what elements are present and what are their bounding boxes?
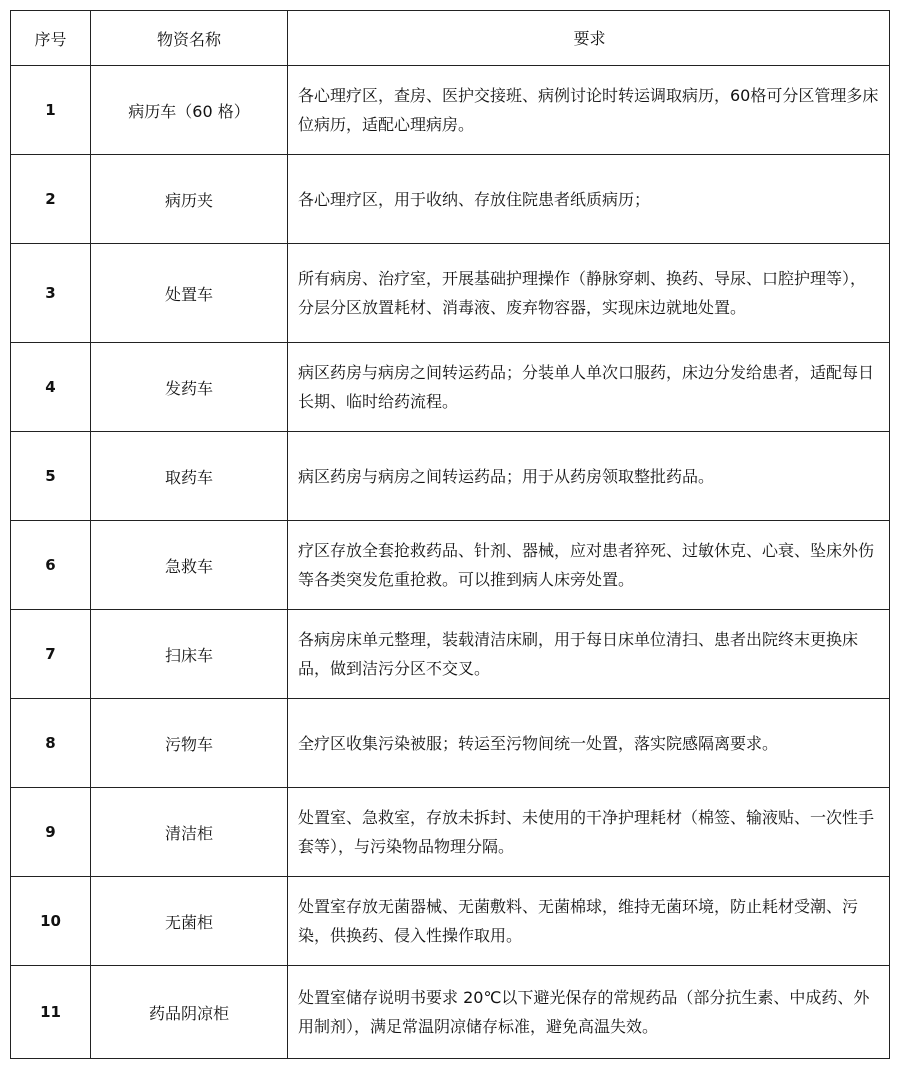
table-row <box>11 244 890 343</box>
row-index: 7 <box>11 610 91 699</box>
row-requirement: 各心理疗区，用于收纳、存放住院患者纸质病历； <box>288 155 890 244</box>
row-name: 急救车 <box>91 521 288 610</box>
row-name: 发药车 <box>91 343 288 432</box>
table-row <box>11 521 890 610</box>
row-requirement: 所有病房、治疗室，开展基础护理操作（静脉穿刺、换药、导尿、口腔护理等），分层分区放置耗材、消毒液、废弃物容器，实现床边就地处置。 <box>288 244 890 343</box>
row-name: 病历夹 <box>91 155 288 244</box>
header-requirement: 要求 <box>288 11 890 66</box>
table-row <box>11 432 890 521</box>
row-name: 病历车（60 格） <box>91 66 288 155</box>
table-row <box>11 610 890 699</box>
table-row <box>11 966 890 1059</box>
supplies-table <box>10 10 890 1059</box>
row-index: 8 <box>11 699 91 788</box>
table-row <box>11 877 890 966</box>
row-requirement: 全疗区收集污染被服；转运至污物间统一处置，落实院感隔离要求。 <box>288 699 890 788</box>
row-index: 6 <box>11 521 91 610</box>
row-requirement: 疗区存放全套抢救药品、针剂、器械，应对患者猝死、过敏休克、心衰、坠床外伤等各类突发危重抢救。可以推到病人床旁处置。 <box>288 521 890 610</box>
row-name: 药品阴凉柜 <box>91 966 288 1059</box>
table-row <box>11 343 890 432</box>
row-requirement: 处置室、急救室，存放未拆封、未使用的干净护理耗材（棉签、输液贴、一次性手套等），与污染物品物理分隔。 <box>288 788 890 877</box>
row-name: 清洁柜 <box>91 788 288 877</box>
table-row <box>11 699 890 788</box>
row-requirement: 处置室存放无菌器械、无菌敷料、无菌棉球，维持无菌环境，防止耗材受潮、污染，供换药、侵入性操作取用。 <box>288 877 890 966</box>
row-index: 11 <box>11 966 91 1059</box>
row-index: 2 <box>11 155 91 244</box>
row-name: 取药车 <box>91 432 288 521</box>
table-row <box>11 155 890 244</box>
row-requirement: 各病房床单元整理，装载清洁床刷，用于每日床单位清扫、患者出院终末更换床品，做到洁污分区不交叉。 <box>288 610 890 699</box>
row-index: 3 <box>11 244 91 343</box>
row-requirement: 病区药房与病房之间转运药品；分装单人单次口服药，床边分发给患者，适配每日长期、临时给药流程。 <box>288 343 890 432</box>
row-index: 4 <box>11 343 91 432</box>
row-name: 处置车 <box>91 244 288 343</box>
row-name: 扫床车 <box>91 610 288 699</box>
table-row <box>11 66 890 155</box>
row-requirement: 处置室储存说明书要求 20℃以下避光保存的常规药品（部分抗生素、中成药、外用制剂），满足常温阴凉储存标准，避免高温失效。 <box>288 966 890 1059</box>
table-row <box>11 788 890 877</box>
row-index: 10 <box>11 877 91 966</box>
row-index: 1 <box>11 66 91 155</box>
header-index: 序号 <box>11 11 91 66</box>
row-index: 9 <box>11 788 91 877</box>
row-name: 污物车 <box>91 699 288 788</box>
header-name: 物资名称 <box>91 11 288 66</box>
row-requirement: 病区药房与病房之间转运药品；用于从药房领取整批药品。 <box>288 432 890 521</box>
table-header-row <box>11 11 890 66</box>
row-requirement: 各心理疗区，查房、医护交接班、病例讨论时转运调取病历，60格可分区管理多床位病历，适配心理病房。 <box>288 66 890 155</box>
row-name: 无菌柜 <box>91 877 288 966</box>
row-index: 5 <box>11 432 91 521</box>
